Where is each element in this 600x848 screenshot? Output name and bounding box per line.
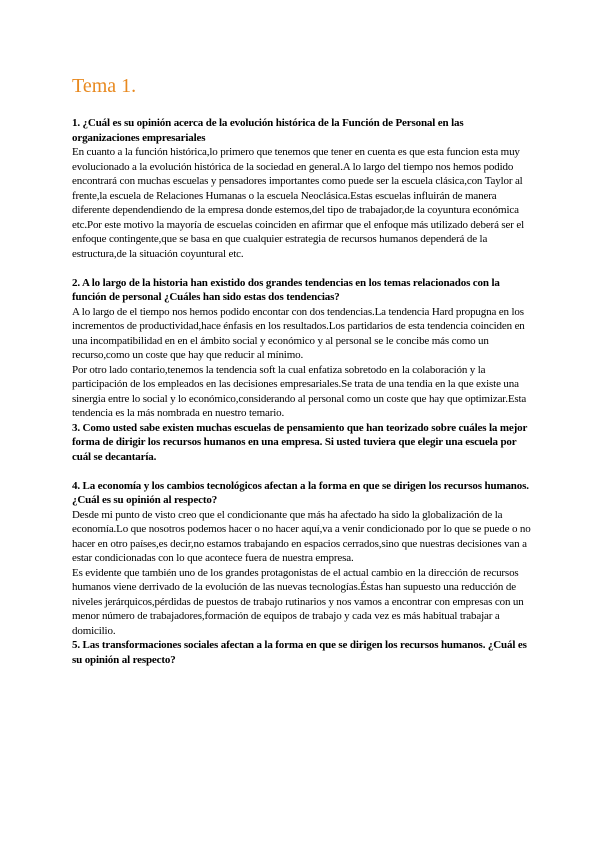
question-1: 1. ¿Cuál es su opinión acerca de la evolución histórica de la Función de Personal en las organizaciones empresariales [72, 117, 464, 144]
question-3: 3. Como usted sabe existen muchas escuelas de pensamiento que han teorizado sobre cuáles la mejor forma de dirigir los recursos humanos en una empresa. Si usted tuviera que elegir una escuela por cuál se decantaría. [72, 421, 527, 463]
paragraph-gap [72, 261, 532, 276]
answer-4-part-2: Es evidente que también uno de los grandes protagonistas de el actual cambio en la dirección de recursos humanos viene derrivado de la evolución de las nuevas tecnologías.Éstas han supuesto una reducción de niveles jerárquicos,pérdidas de puestos de trabajo rutinarios y nos vamos a encontrar con empresas con un menor número de trabajadores,formación de equipos de trabajo y cada vez es más habitual trabajar a domicilio. [72, 566, 524, 637]
document-title: Tema 1. [72, 75, 137, 97]
answer-2-part-2: Por otro lado contario,tenemos la tendencia soft la cual enfatiza sobretodo en la colaboración y la participación de los empleados en las decisiones empresariales.Se trata de una tendia en la que existe una sinergia entre lo social y lo económico,considerando al personal como un coste que hay que optimizar.Esta tendencia es la más nombrada en nuestro temario. [72, 363, 527, 419]
question-5: 5. Las transformaciones sociales afectan a la forma en que se dirigen los recursos humanos. ¿Cuál es su opinión al respecto? [72, 639, 527, 666]
document-body [72, 116, 532, 667]
answer-2-part-1: A lo largo de el tiempo nos hemos podido encontar con dos tendencias.La tendencia Hard propugna en los incrementos de productividad,hace énfasis en los resultados.Los partidarios de esta tendencia coinciden en una incompatibilidad en en el ámbito social y económico y al personal se le concibe más como un recurso,como un coste que hay que reducir al mínimo. [72, 305, 525, 361]
answer-4-part-1: Desde mi punto de visto creo que el condicionante que más ha afectado ha sido la globalización de la economía.Lo que nosotros podemos hacer o no hacer aquí,va a venir condicionado por lo que se puede o no hacer en otro países,es decir,no estamos trabajando en espacios cerrados,sino que nuestras decisiones van a estar condicionadas con lo que acontece fuera de nuestra empresa. [72, 508, 531, 564]
question-2: 2. A lo largo de la historia han existido dos grandes tendencias en los temas relacionados con la función de personal ¿Cuáles han sido estas dos tendencias? [72, 276, 500, 303]
paragraph-gap [72, 464, 532, 479]
answer-1: En cuanto a la función histórica,lo primero que tenemos que tener en cuenta es que esta funcion esta muy evolucionado a la evolución histórica de la sociedad en general.A lo largo del tiempo nos hemos podido encontrará con muchas escuelas y pensadores importantes como puede ser la escuela clásica,con Taylor al frente,la escuela de Relaciones Humanas o la escuela Neoclásica.Estas escuelas influirán de manera diferente dependendiendo de la empresa donde estemos,del tipo de trabajador,de la coyuntura económica etc.Por este motivo la mayoría de escuelas coinciden en afirmar que el enfoque más utilizado deberá ser el enfoque contingente,que se basa en que cualquier estrategia de recursos humanos dependerá de la estructura,de la situación coyuntural etc. [72, 146, 525, 260]
question-4: 4. La economía y los cambios tecnológicos afectan a la forma en que se dirigen los recursos humanos. ¿Cuál es su opinión al respecto? [72, 479, 529, 506]
